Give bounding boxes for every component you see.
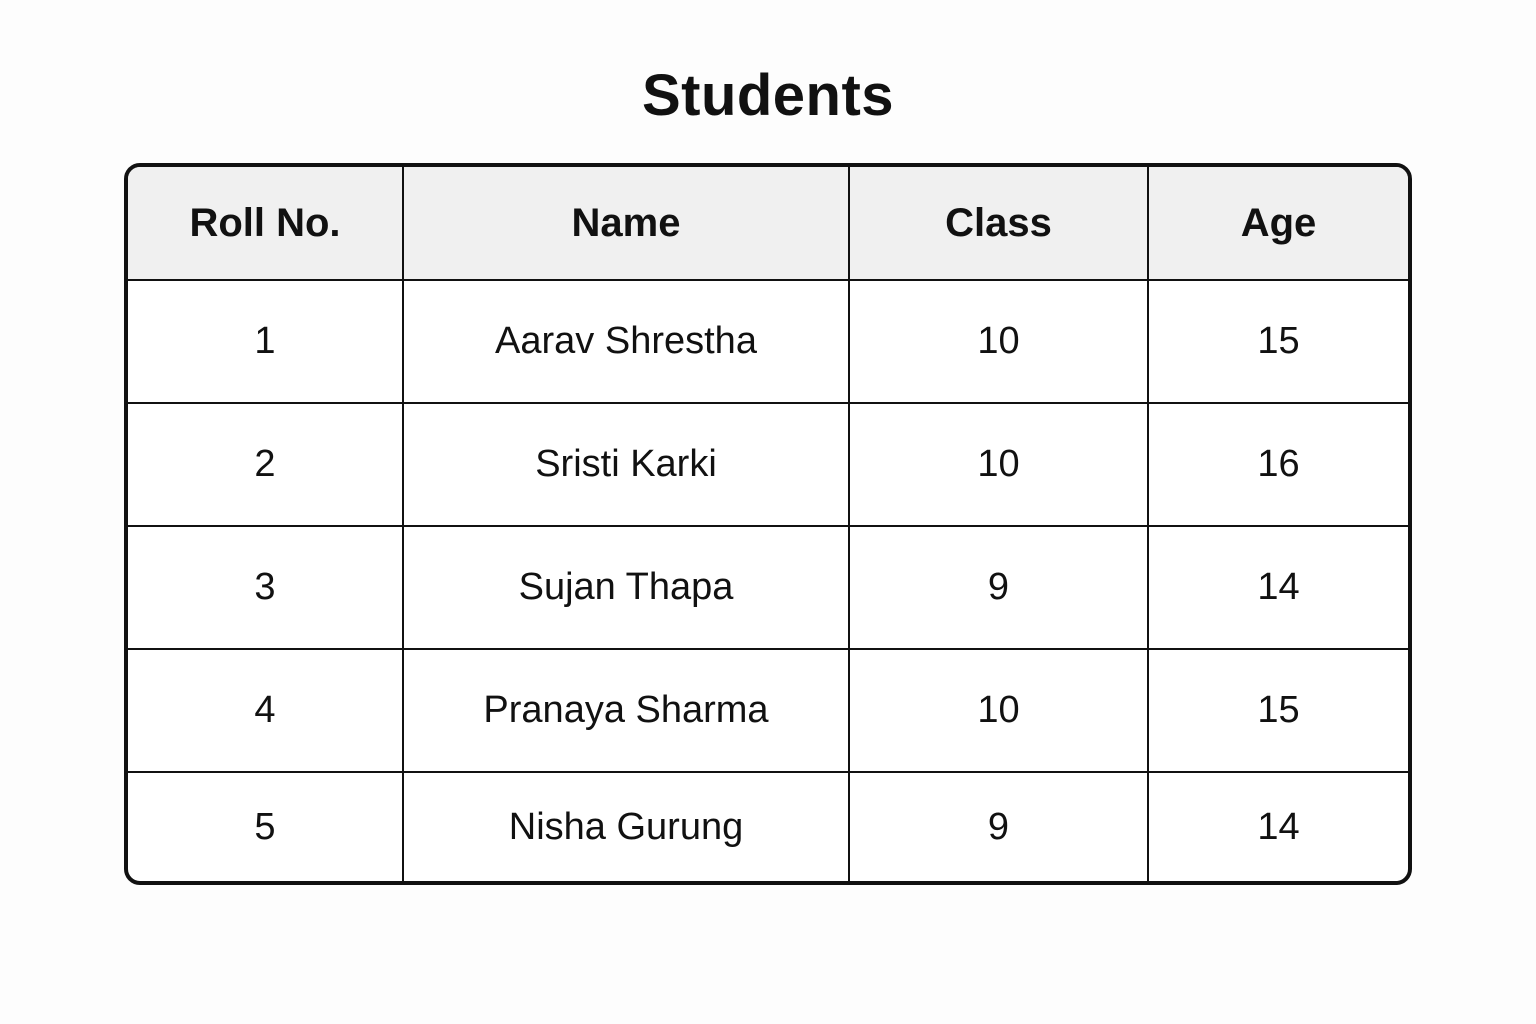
cell-name: Sristi Karki xyxy=(403,403,849,526)
column-header-class: Class xyxy=(849,167,1148,280)
cell-age: 16 xyxy=(1148,403,1408,526)
table-row xyxy=(128,526,1408,649)
cell-class: 10 xyxy=(849,280,1148,403)
cell-class: 10 xyxy=(849,649,1148,772)
cell-name: Sujan Thapa xyxy=(403,526,849,649)
cell-age: 15 xyxy=(1148,280,1408,403)
students-table-container xyxy=(124,163,1412,885)
cell-age: 15 xyxy=(1148,649,1408,772)
page-title: Students xyxy=(641,63,895,128)
cell-roll-no: 2 xyxy=(128,403,403,526)
column-header-name: Name xyxy=(403,167,849,280)
table-row xyxy=(128,772,1408,882)
cell-name: Pranaya Sharma xyxy=(403,649,849,772)
column-header-age: Age xyxy=(1148,167,1408,280)
cell-class: 9 xyxy=(849,526,1148,649)
cell-class: 9 xyxy=(849,772,1148,882)
cell-roll-no: 1 xyxy=(128,280,403,403)
cell-name: Aarav Shrestha xyxy=(403,280,849,403)
table-row xyxy=(128,280,1408,403)
table-header-row xyxy=(128,167,1408,280)
table-row xyxy=(128,649,1408,772)
cell-age: 14 xyxy=(1257,806,1300,848)
cell-roll-no: 3 xyxy=(128,526,403,649)
cell-class: 10 xyxy=(849,403,1148,526)
cell-roll-no: 4 xyxy=(128,649,403,772)
column-header-roll-no: Roll No. xyxy=(128,167,403,280)
cell-age: 14 xyxy=(1148,526,1408,649)
cell-name: Nisha Gurung xyxy=(403,772,849,882)
students-table xyxy=(128,167,1408,882)
cell-roll-no: 5 xyxy=(128,772,403,882)
table-row xyxy=(128,403,1408,526)
